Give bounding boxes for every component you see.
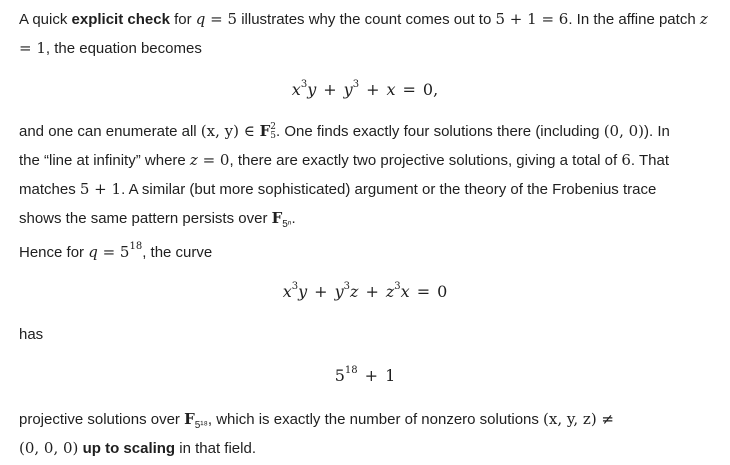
math-five: 5 (334, 366, 345, 385)
math-equals-5: = 5 (205, 10, 238, 28)
paragraph-enumeration (19, 117, 721, 233)
equals-sign: = (402, 80, 416, 99)
text: A quick (19, 11, 72, 28)
text: , which is exactly the number of nonzero solutions (207, 411, 544, 428)
text: matches (19, 181, 80, 198)
math-y: y (298, 282, 308, 301)
math-zero: 0, (422, 80, 439, 99)
math-equals-5: = 5 (97, 243, 130, 261)
text: has (19, 326, 44, 343)
equals-sign: = (416, 282, 431, 301)
text: for (169, 11, 196, 28)
text: shows the same pattern persists over (19, 210, 272, 227)
text: . A similar (but more sophisticated) argument or the theory of the Frobenius trace (121, 181, 657, 198)
math-pair-in: (x, y) ∈ (200, 122, 260, 140)
math-equals-1: = 1 (19, 39, 46, 57)
math-sum: 5 + 1 = 6 (495, 10, 569, 28)
text: , there are exactly two projective solutions, giving a total of (229, 152, 622, 169)
text: . In the affine patch (568, 11, 700, 28)
math-one: 1 (385, 366, 396, 385)
subscript: 5¹⁸ (194, 420, 208, 431)
math-x: x (282, 282, 292, 301)
subscript: 5ⁿ (282, 219, 292, 230)
display-equation-affine (0, 77, 730, 103)
plus-sign: + (366, 80, 380, 99)
exponent: 3 (352, 78, 360, 90)
math-zero-triple: (0, 0, 0) (19, 439, 79, 457)
display-equation-count (0, 363, 730, 389)
plus-sign: + (365, 282, 379, 301)
text: , the curve (142, 244, 213, 261)
math-x: x (400, 282, 410, 301)
math-q: q (195, 10, 206, 28)
math-equals-0: = 0 (197, 151, 230, 169)
plus-sign: + (314, 282, 328, 301)
math-origin: (0, 0) (603, 122, 645, 140)
exponent: 3 (343, 280, 350, 292)
text: illustrates why the count comes out to (237, 11, 496, 28)
paragraph-intro (19, 5, 721, 63)
math-y: y (334, 282, 344, 301)
math-sum: 5 + 1 (79, 180, 122, 198)
math-z: z (189, 151, 198, 169)
text: , the equation becomes (45, 40, 202, 57)
math-triple-neq: (x, y, z) ≠ (543, 410, 615, 428)
math-field-F: F (184, 410, 195, 428)
math-z: z (350, 282, 359, 301)
math-six: 6 (621, 151, 631, 169)
math-y: y (307, 80, 317, 99)
exponent: 18 (344, 364, 358, 376)
text: the “line at infinity” where (19, 152, 190, 169)
text: . (291, 210, 296, 227)
exponent: 3 (394, 280, 401, 292)
bold-text-up-to-scaling: up to scaling (82, 440, 176, 457)
math-y: y (343, 80, 353, 99)
paragraph-hence (19, 238, 721, 267)
math-field-F: F (259, 122, 271, 140)
text: . That (630, 152, 669, 169)
subscript: 5 (270, 131, 277, 142)
exponent: 3 (300, 78, 308, 90)
plus-sign: + (323, 80, 337, 99)
math-q: q (88, 243, 98, 261)
text: and one can enumerate all (19, 123, 201, 140)
math-zero: 0 (437, 282, 448, 301)
text: Hence for (19, 244, 89, 261)
math-x: x (291, 80, 301, 99)
plus-sign: + (364, 366, 379, 385)
exponent: 18 (129, 241, 143, 252)
exponent: 2 (270, 122, 277, 133)
text: ). In (644, 123, 670, 140)
text: projective solutions over (19, 411, 185, 428)
display-equation-curve (0, 279, 730, 305)
exponent: 3 (291, 280, 299, 292)
paragraph-has (19, 321, 721, 349)
paragraph-conclusion (19, 405, 721, 463)
text: in that field. (175, 440, 256, 457)
math-x: x (386, 80, 396, 99)
bold-text-explicit-check: explicit check (71, 11, 170, 28)
text: . One finds exactly four solutions there (including (276, 123, 604, 140)
math-z: z (699, 10, 708, 28)
math-z: z (385, 282, 395, 301)
math-field-F: F (271, 209, 283, 227)
